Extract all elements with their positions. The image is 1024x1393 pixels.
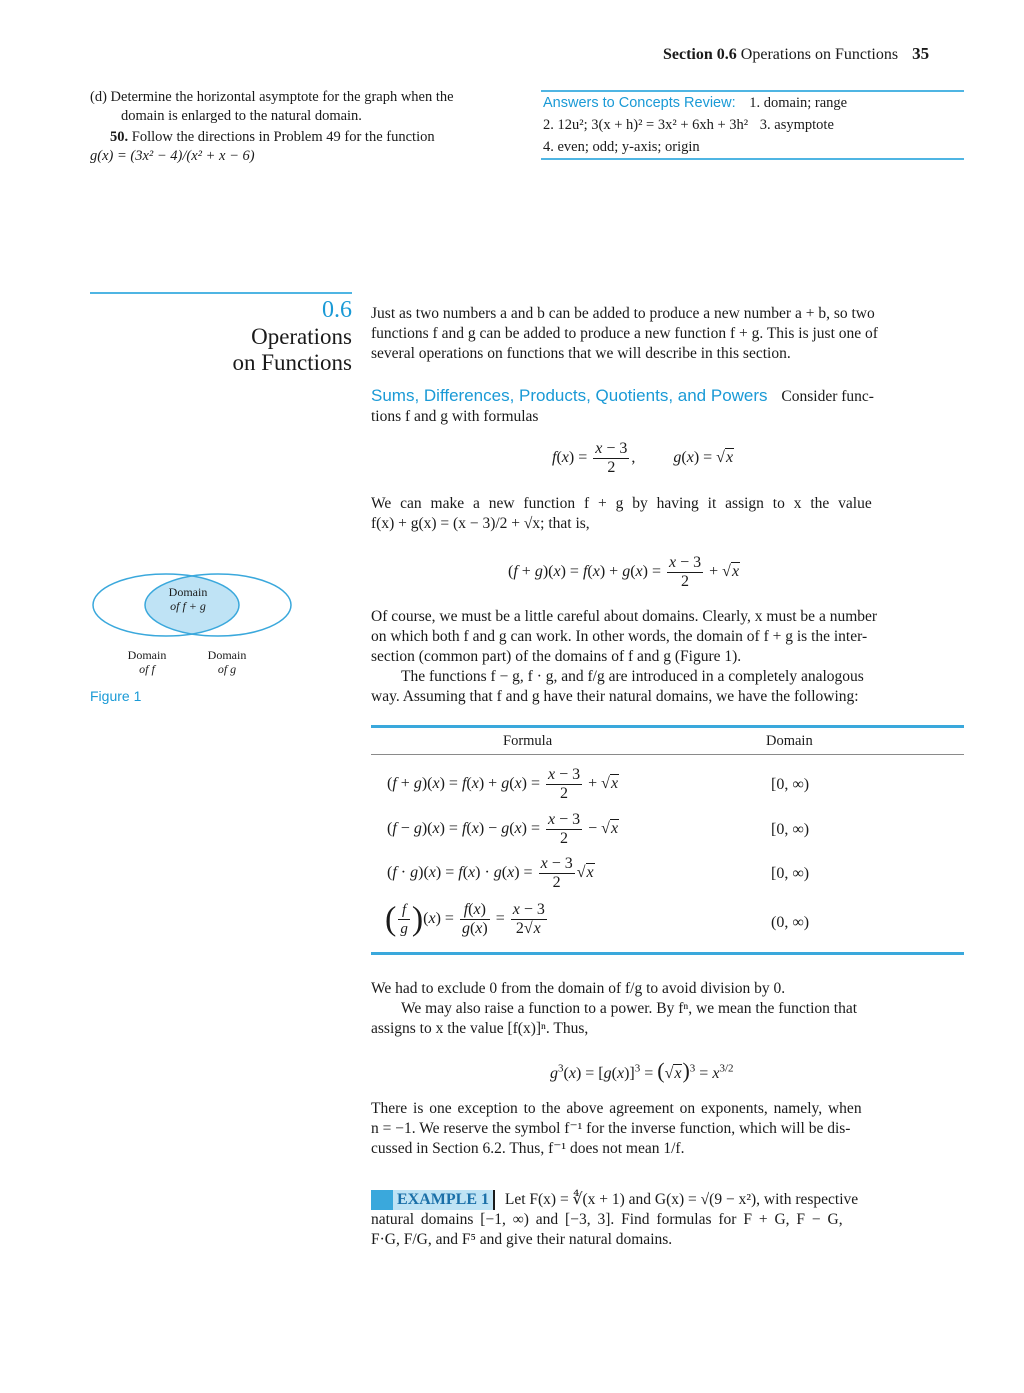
paragraph-3-line-2: on which both f and g can work. In other words, the domain of f + g is the inter- — [371, 628, 868, 645]
paragraph-5 — [371, 1099, 964, 1159]
paragraph-3-line-4: The functions f − g, f · g, and f/g are introduced in a completely analogous — [401, 668, 864, 685]
table-header-formula: Formula — [503, 733, 553, 749]
paragraph-4-line-1: We had to exclude 0 from the domain of f/g to avoid division by 0. — [371, 980, 786, 997]
intro-line-1: Just as two numbers a and b can be added to produce a new number a + b, so two — [371, 305, 875, 322]
paragraph-5-line-2: n = −1. We reserve the symbol f⁻¹ for the inverse function, which will be dis- — [371, 1120, 851, 1137]
paragraph-3-line-1: Of course, we must be a little careful about domains. Clearly, x must be a number — [371, 608, 878, 625]
intro-line-2: functions f and g can be added to produce a new function f + g. This is just one of — [371, 325, 878, 342]
table-domain-4: (0, ∞) — [771, 914, 810, 931]
table-header-domain: Domain — [766, 733, 813, 749]
figure-caption: Figure 1 — [90, 688, 142, 704]
example-line-3: F·G, F/G, and F⁵ and give their natural domains. — [371, 1231, 673, 1248]
table-domain-1: [0, ∞) — [771, 776, 810, 793]
section-label: Section 0.6 — [663, 46, 737, 63]
equation-f-g: f(x) = $\frac{x - 3}{2}$ , g(x) = √x — [552, 440, 734, 476]
answers-label: Answers to Concepts Review: — [543, 95, 736, 111]
section-heading — [150, 296, 352, 376]
answers-top-rule — [541, 90, 964, 92]
venn-right-label: Domain of g — [207, 648, 247, 676]
answers-bottom-rule — [541, 158, 964, 160]
section-title-line-1: Operations — [251, 324, 352, 349]
table-row: (f − g)(x) = f(x) − g(x) = $\frac{x - 3}{2}$ − √x — [387, 811, 619, 847]
paragraph-3-line-5: way. Assuming that f and g have their natural domains, we have the following: — [371, 688, 859, 705]
paragraph-2-line-2: f(x) + g(x) = (x − 3)/2 + √x; that is, — [371, 515, 590, 532]
equation-g-cubed: $g^3(x) = [g(x)]^3 = (√x)^3 = x^{3/2}$ — [550, 1058, 734, 1083]
table-row: (f · g)(x) = f(x) · g(x) = $\frac{x - 3}{2}$ √x — [387, 855, 594, 891]
venn-left-label: Domain of f — [127, 648, 167, 676]
running-header — [663, 44, 929, 64]
paragraph-2 — [371, 494, 964, 534]
venn-overlap-label: Domain of f + g — [168, 585, 208, 613]
section-title-line-2: on Functions — [232, 350, 352, 375]
answers-box — [543, 94, 963, 157]
paragraph-4 — [371, 979, 964, 1039]
table-row: (f + g)(x) = f(x) + g(x) = $\frac{x - 3}{2}$ + √x — [387, 766, 619, 802]
paragraph-5-line-1: There is one exception to the above agreement on exponents, namely, when — [371, 1100, 862, 1117]
section-title-header: Operations on Functions — [740, 46, 899, 63]
problem-d-line-1: (d) Determine the horizontal asymptote for the graph when the — [90, 89, 454, 105]
section-heading-rule — [90, 292, 352, 294]
equation-f-plus-g: (f + g)(x) = f(x) + g(x) = $\frac{x - 3}{2}$ + √x — [508, 554, 740, 590]
intro-line-3: several operations on functions that we will describe in this section. — [371, 345, 791, 362]
problem-d — [90, 88, 515, 126]
problem-d-line-2: domain is enlarged to the natural domain. — [121, 108, 362, 124]
table-bottom-rule — [371, 952, 964, 955]
example-label: EXAMPLE 1 — [393, 1190, 495, 1210]
problem-50-line-2: g(x) = (3x² − 4)/(x² + x − 6) — [90, 148, 255, 164]
intro-paragraph — [371, 304, 964, 364]
section-number: 0.6 — [322, 297, 352, 323]
paragraph-5-line-3: cussed in Section 6.2. Thus, f⁻¹ does not mean 1/f. — [371, 1140, 685, 1157]
paragraph-4-line-2: We may also raise a function to a power. By fⁿ, we mean the function that — [401, 1000, 858, 1017]
example-line-1: Let F(x) = ∜(x + 1) and G(x) = √(9 − x²), with respective — [504, 1191, 859, 1208]
example-line-2: natural domains [−1, ∞) and [−3, 3]. Find formulas for F + G, F − G, — [371, 1211, 843, 1228]
problem-50-line-1: Follow the directions in Problem 49 for the function — [131, 129, 435, 145]
answer-3: 3. asymptote — [759, 117, 834, 133]
table-header-rule — [371, 754, 964, 755]
table-domain-2: [0, ∞) — [771, 821, 810, 838]
paragraph-2-line-1: We can make a new function f + g by having it assign to x the value — [371, 495, 872, 512]
answer-4: 4. even; odd; y-axis; origin — [543, 139, 700, 155]
paragraph-4-line-3: assigns to x the value [f(x)]ⁿ. Thus, — [371, 1020, 589, 1037]
table-row: ( $\frac{f}{g}$ )(x) = $\frac{f(x)}{g(x)}$ = $\frac{x - 3}{2√x}$ — [385, 900, 545, 938]
problem-50-number: 50. — [110, 129, 129, 145]
subheading-text-2: tions f and g with formulas — [371, 408, 539, 425]
subheading-text: Consider func- — [781, 388, 874, 405]
answer-1: 1. domain; range — [749, 95, 848, 111]
subheading: Sums, Differences, Products, Quotients, and Powers — [371, 386, 768, 405]
answer-2: 2. 12u²; 3(x + h)² = 3x² + 6xh + 3h² — [543, 117, 749, 133]
paragraph-3-line-3: section (common part) of the domains of f and g (Figure 1). — [371, 648, 742, 665]
table-domain-3: [0, ∞) — [771, 865, 810, 882]
problem-50 — [90, 128, 515, 166]
page-number: 35 — [912, 44, 930, 63]
example-marker — [371, 1190, 393, 1210]
paragraph-3 — [371, 607, 964, 707]
table-top-rule — [371, 725, 964, 728]
example-1 — [371, 1190, 964, 1250]
subheading-block — [371, 386, 964, 427]
